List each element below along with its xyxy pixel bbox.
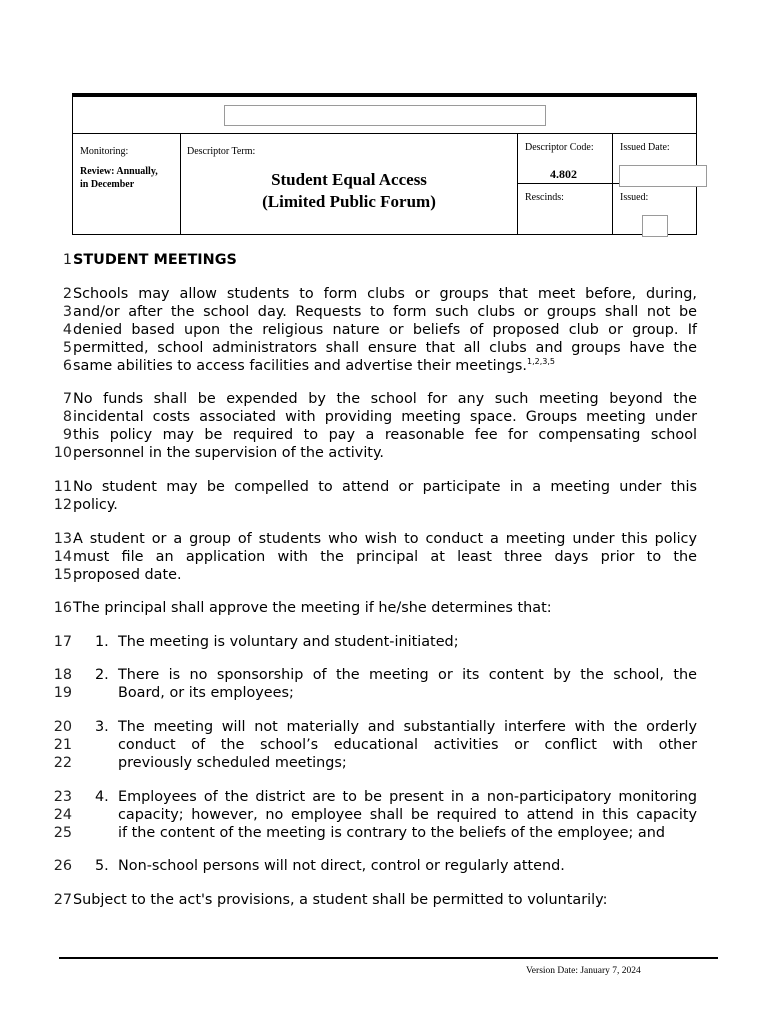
line-number: 25 [53,825,72,841]
list-item-line: Employees of the district are to be present in a non-participatory monitoring [118,789,697,805]
line-number: 5 [62,340,72,356]
line-number: 8 [62,409,72,425]
paragraph-line: this policy may be required to pay a reasonable fee for compensating school [73,427,697,443]
issued-field[interactable] [642,215,668,237]
paragraph-line: must file an application with the principal at least three days prior to the [73,549,697,565]
paragraph-line: denied based upon the religious nature or beliefs of proposed club or group. If [73,322,697,338]
line-number: 23 [53,789,72,805]
review-text: Review: Annually, [80,166,158,177]
list-item-line: The meeting is voluntary and student-initiated; [118,634,459,650]
policy-title [181,169,517,213]
paragraph-line: and/or after the school day. Requests to form such clubs or groups shall not be [73,304,697,320]
line-number: 1 [62,252,72,268]
line-number: 17 [53,634,72,650]
line-number: 6 [62,358,72,374]
header-divider [73,133,696,134]
line-number: 4 [62,322,72,338]
list-item-line: if the content of the meeting is contrary to the beliefs of the employee; and [118,825,665,841]
issued-label: Issued: [620,192,649,203]
line-number: 2 [62,286,72,302]
issued-date-label: Issued Date: [620,142,670,153]
monitoring-label: Monitoring: [80,146,129,157]
version-date: Version Date: January 7, 2024 [526,966,641,976]
paragraph-line: policy. [73,497,118,513]
issued-date-field[interactable] [619,165,707,187]
list-item-number: 2. [95,667,109,683]
line-number: 11 [53,479,72,495]
paragraph-line: The principal shall approve the meeting if he/she determines that: [73,600,552,616]
paragraph-line [73,357,697,375]
descriptor-term-label: Descriptor Term: [187,146,256,157]
line-number: 26 [53,858,72,874]
footnote-ref: 1,2,3,5 [526,357,555,366]
list-item-number: 5. [95,858,109,874]
paragraph-text: same abilities to access facilities and advertise their meetings. [73,358,527,374]
rescinds-label: Rescinds: [525,192,564,203]
paragraph-line: No funds shall be expended by the school for any such meeting beyond the [73,391,697,407]
policy-title-line: (Limited Public Forum) [262,192,436,211]
list-item-number: 1. [95,634,109,650]
line-number: 27 [53,892,72,908]
review-text: in December [80,179,135,190]
line-number: 7 [62,391,72,407]
paragraph-line: Schools may allow students to form clubs or groups that meet before, during, [73,286,697,302]
header-col-divider [612,133,613,235]
line-number: 18 [53,667,72,683]
list-item-line: There is no sponsorship of the meeting or its content by the school, the [118,667,697,683]
line-number: 21 [53,737,72,753]
line-number: 14 [53,549,72,565]
paragraph-line: proposed date. [73,567,182,583]
list-item-line: The meeting will not materially and substantially interfere with the orderly [118,719,697,735]
descriptor-code-value: 4.802 [550,167,577,181]
paragraph-line: permitted, school administrators shall ensure that all clubs and groups have the [73,340,697,356]
list-item-number: 4. [95,789,109,805]
line-number: 16 [53,600,72,616]
list-item-line: capacity; however, no employee shall be required to attend in this capacity [118,807,697,823]
list-item-line: Board, or its employees; [118,685,294,701]
header-col-divider [517,133,518,235]
paragraph-line: Subject to the act's provisions, a student shall be permitted to voluntarily: [73,892,608,908]
line-number: 12 [53,497,72,513]
list-item-line: Non-school persons will not direct, control or regularly attend. [118,858,565,874]
line-number: 15 [53,567,72,583]
list-item-line: previously scheduled meetings; [118,755,347,771]
line-number: 24 [53,807,72,823]
line-number: 19 [53,685,72,701]
list-item-line: conduct of the school’s educational activities or conflict with other [118,737,697,753]
line-number: 20 [53,719,72,735]
line-number: 3 [62,304,72,320]
policy-header-table [72,93,697,235]
policy-title-line: Student Equal Access [271,170,427,189]
line-number: 22 [53,755,72,771]
header-top-field[interactable] [224,105,546,126]
line-number: 9 [62,427,72,443]
descriptor-code-label: Descriptor Code: [525,142,594,153]
paragraph-line: incidental costs associated with providing meeting space. Groups meeting under [73,409,697,425]
list-item-number: 3. [95,719,109,735]
section-heading: STUDENT MEETINGS [73,252,237,268]
paragraph-line: personnel in the supervision of the activity. [73,445,384,461]
line-number: 13 [53,531,72,547]
footer-rule [59,957,718,959]
paragraph-line: A student or a group of students who wish to conduct a meeting under this policy [73,531,697,547]
paragraph-line: No student may be compelled to attend or participate in a meeting under this [73,479,697,495]
line-number: 10 [53,445,72,461]
